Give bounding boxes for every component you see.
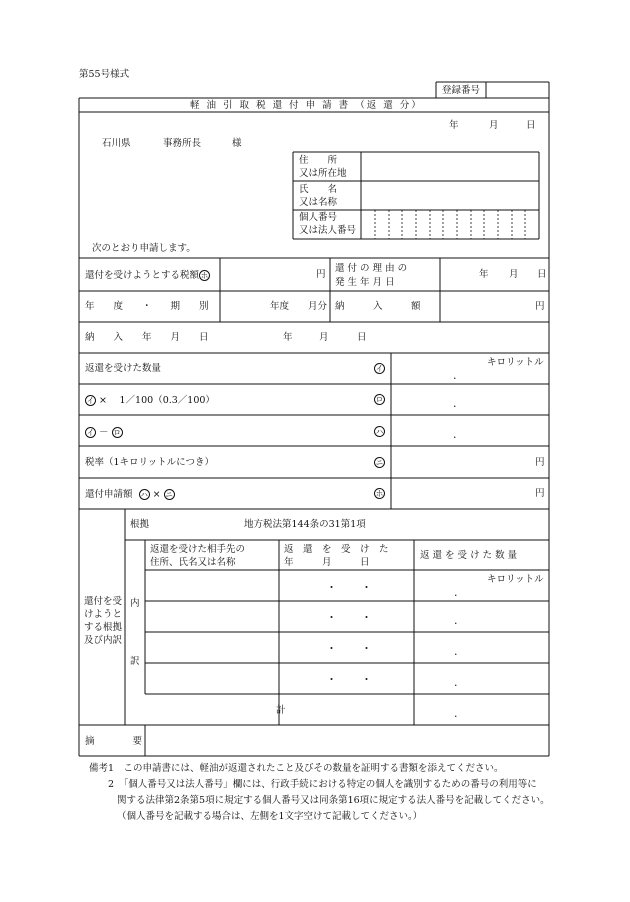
name-field[interactable] — [362, 182, 538, 209]
payment-day-label: 日 — [357, 332, 367, 343]
circle-ha-icon: ハ — [375, 426, 384, 436]
col-qty-header: 返 還 を 受 け た 数 量 — [420, 550, 518, 561]
breakdown-row-3 — [146, 633, 548, 662]
basis-label: 根拠 — [130, 519, 150, 530]
number-label-line2: 又は法人番号 — [299, 225, 357, 236]
returned-qty-label: 返還を受けた数量 — [85, 363, 162, 374]
qty-field[interactable] — [415, 633, 548, 662]
registration-number-field[interactable] — [487, 83, 548, 97]
circle-i-icon: イ — [375, 363, 384, 373]
reason-year-label: 年 — [479, 269, 489, 280]
total-qty-decimal: . — [454, 707, 458, 720]
col-partner-header-line2: 住所、氏名又は名称 — [150, 557, 236, 568]
partner-field[interactable] — [146, 602, 278, 631]
qty-decimal: . — [454, 676, 458, 689]
note-2: 2 「個人番号又は法人番号」欄には、行政手続における特定の個人を識別するための番号の利用等に — [108, 779, 537, 790]
breakdown-label-top: 内 — [130, 598, 140, 609]
circle-ha-icon: ハ — [140, 489, 148, 499]
total-label: 計 — [276, 705, 286, 716]
breakdown-row-4 — [146, 664, 548, 693]
date-field[interactable] — [280, 633, 413, 662]
refund-request-label: 還付申請額 ハ × ニ — [85, 489, 173, 500]
basis-section-label: 還付を受 けようと する根拠 及び内訳 — [84, 596, 123, 646]
breakdown-row-2 — [146, 602, 548, 631]
date-year-label: 年 — [449, 120, 459, 131]
date-month-label: 月 — [489, 120, 499, 131]
circle-ho-icon: ホ — [375, 488, 384, 498]
calc-ro-field[interactable] — [392, 385, 548, 414]
remarks-label: 摘 要 — [85, 736, 143, 747]
calc-ro-decimal: . — [453, 397, 457, 410]
fiscal-period-field[interactable] — [221, 292, 329, 321]
refund-request-yen: 円 — [535, 488, 545, 499]
payment-amount-label: 納 入 額 — [335, 301, 421, 312]
total-qty-field[interactable] — [415, 695, 548, 724]
returned-qty-decimal: . — [453, 369, 457, 382]
date-separator: ・ — [361, 611, 372, 624]
circle-ni-icon: ニ — [165, 489, 173, 499]
payment-date-label: 納 入 年 月 日 — [85, 332, 209, 343]
individual-number-field[interactable] — [362, 211, 538, 238]
calc-ha-decimal: . — [453, 428, 457, 441]
tax-rate-yen: 円 — [535, 457, 545, 468]
date-separator: ・ — [326, 673, 337, 686]
refund-amount-field[interactable] — [221, 259, 329, 290]
col-partner-header-line1: 返還を受けた相手先の — [150, 544, 246, 555]
partner-field[interactable] — [146, 633, 278, 662]
qty-decimal: . — [454, 645, 458, 658]
breakdown-label-bottom: 訳 — [130, 656, 140, 667]
partner-field[interactable] — [146, 571, 278, 600]
apply-statement: 次のとおり申請します。 — [92, 243, 196, 254]
qty-decimal: . — [454, 586, 458, 599]
date-field[interactable] — [280, 571, 413, 600]
remarks-field[interactable] — [146, 726, 548, 755]
payment-month-label: 月 — [319, 332, 329, 343]
date-separator: ・ — [326, 611, 337, 624]
reason-date-label-line1: 還 付 の 理 由 の — [335, 263, 408, 274]
registration-label: 登録番号 — [442, 85, 481, 96]
tax-rate-label: 税率（1キロリットルにつき） — [85, 457, 214, 468]
circle-ro-icon: ロ — [113, 427, 121, 437]
fiscal-period-label: 年 度 ・ 期 別 — [85, 301, 209, 312]
address-field[interactable] — [362, 153, 538, 180]
col-date-header-line1: 返 還 を 受 け た — [284, 544, 389, 555]
calc-ha-field[interactable] — [392, 416, 548, 445]
circle-i-icon: イ — [86, 395, 95, 405]
qty-unit: キロリットル — [487, 574, 544, 585]
date-day-label: 日 — [526, 120, 536, 131]
address-label-line2: 又は所在地 — [299, 168, 347, 179]
date-field[interactable] — [280, 602, 413, 631]
date-separator: ・ — [361, 673, 372, 686]
returned-qty-unit: キロリットル — [487, 357, 544, 368]
basis-text: 地方税法第144条の31第1項 — [244, 519, 366, 530]
number-label-line1: 個人番号 — [299, 212, 338, 223]
tax-rate-field[interactable] — [392, 447, 548, 477]
form-number: 第55号様式 — [79, 69, 130, 80]
circle-ni-icon: ニ — [375, 457, 384, 467]
qty-field[interactable] — [415, 664, 548, 693]
circle-ro-icon: ロ — [375, 394, 384, 404]
payment-date-field[interactable] — [221, 323, 548, 352]
refund-amount-label: 還付を受けようとする税額 ホ — [85, 270, 209, 281]
refund-amount-yen: 円 — [316, 269, 326, 280]
refund-request-field[interactable] — [392, 479, 548, 508]
calc-ha-expression: イ － ロ — [86, 427, 121, 438]
note-2-cont: 関する法律第2条第5項に規定する個人番号又は同条第16項に規定する法人番号を記載してください。 — [117, 795, 550, 806]
qty-decimal: . — [454, 614, 458, 627]
addressee-prefecture: 石川県 — [102, 138, 131, 149]
note-1: 備考1 この申請書には、軽油が返還されたこと及びその数量を証明する書類を添えてください。 — [89, 763, 504, 774]
fiscal-period-value: 年度 月分 — [270, 301, 328, 312]
name-label-line1: 氏 名 — [299, 184, 338, 195]
reason-date-field[interactable] — [441, 259, 548, 290]
payment-amount-yen: 円 — [535, 301, 545, 312]
payment-year-label: 年 — [283, 332, 293, 343]
circle-i-icon: イ — [86, 427, 95, 437]
payment-amount-field[interactable] — [441, 292, 548, 321]
note-2-paren: （個人番号を記載する場合は、左側を1文字空けて記載してください。） — [117, 811, 423, 822]
form-title: 軽 油 引 取 税 還 付 申 請 書 （返 還 分） — [190, 100, 423, 111]
reason-date-label-line2: 発 生 年 月 日 — [335, 277, 395, 288]
breakdown-row-1 — [146, 571, 548, 600]
circle-ho-icon: ホ — [200, 270, 209, 280]
address-label-line1: 住 所 — [299, 155, 338, 166]
name-label-line2: 又は名称 — [299, 197, 338, 208]
date-separator: ・ — [326, 581, 337, 594]
partner-field[interactable] — [146, 664, 278, 693]
addressee-office: 事務所長 — [163, 138, 202, 149]
date-separator: ・ — [326, 642, 337, 655]
reason-month-label: 月 — [509, 269, 519, 280]
qty-field[interactable] — [415, 602, 548, 631]
reason-day-label: 日 — [537, 269, 547, 280]
calc-ro-expression: イ × 1／100（0.3／100） — [86, 395, 215, 406]
date-separator: ・ — [361, 581, 372, 594]
col-date-header-line2: 年 月 日 — [284, 557, 370, 568]
date-separator: ・ — [361, 642, 372, 655]
addressee-honorific: 様 — [232, 138, 242, 149]
date-field[interactable] — [280, 664, 413, 693]
